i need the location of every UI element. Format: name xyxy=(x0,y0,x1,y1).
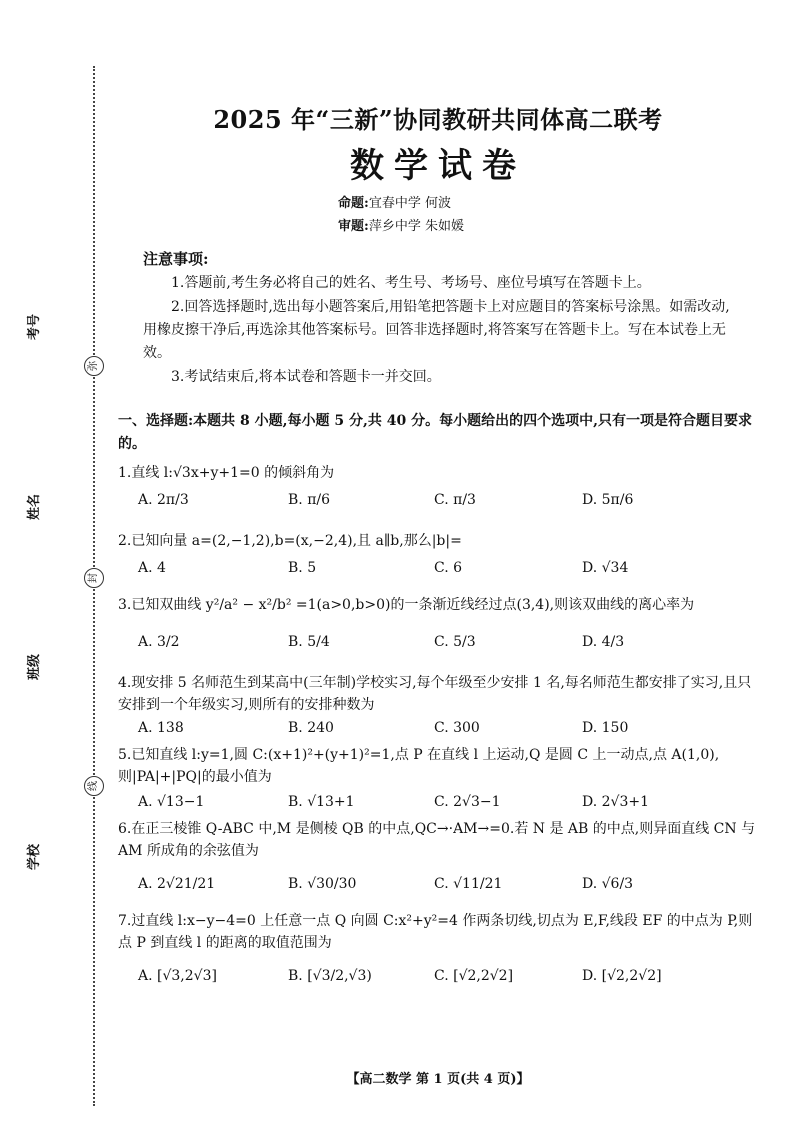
option[interactable]: C. 5/3 xyxy=(434,634,476,650)
option[interactable]: B. π/6 xyxy=(288,492,331,508)
section-heading: 一、选择题:本题共 8 小题,每小题 5 分,共 40 分。每小题给出的四个选项中,只有一项是符合题目要求的。 xyxy=(118,413,752,452)
option[interactable]: D. √34 xyxy=(582,560,629,576)
question-stem: 5.已知直线 l:y=1,圆 C:(x+1)²+(y+1)²=1,点 P 在直线 l 上运动,Q 是圆 C 上一动点,点 A(1,0),则|PA|+|PQ|的最小值为 xyxy=(118,747,720,785)
question-stem: 7.过直线 l:x−y−4=0 上任意一点 Q 向圆 C:x²+y²=4 作两条切线,切点为 E,F,线段 EF 的中点为 P,则点 P 到直线 l 的距离的取值范围为 xyxy=(118,913,753,951)
reviewer-line xyxy=(338,215,464,234)
option[interactable]: D. 2√3+1 xyxy=(582,794,649,810)
option[interactable]: B. [√3/2,√3) xyxy=(288,968,372,984)
binding-strip xyxy=(0,0,110,1132)
option[interactable]: D. [√2,2√2] xyxy=(582,968,662,984)
notice-item: 3.考试结束后,将本试卷和答题卡一并交回。 xyxy=(171,369,441,385)
option[interactable]: C. 6 xyxy=(434,560,463,576)
option[interactable]: A. 2π/3 xyxy=(138,492,189,508)
reviewer-value: 萍乡中学 朱如媛 xyxy=(368,219,464,234)
exam-subject-title: 数学试卷 xyxy=(350,146,526,186)
field-label: 考号 xyxy=(27,313,42,340)
notice-item: 1.答题前,考生务必将自己的姓名、考生号、考场号、座位号填写在答题卡上。 xyxy=(171,275,651,291)
option[interactable]: A. [√3,2√3] xyxy=(138,968,217,984)
option[interactable]: A. √13−1 xyxy=(138,794,205,810)
option[interactable]: A. 138 xyxy=(138,720,184,736)
option[interactable]: A. 2√21/21 xyxy=(138,876,216,892)
field-label: 班级 xyxy=(27,653,42,680)
option[interactable]: D. √6/3 xyxy=(582,876,634,892)
option[interactable]: C. [√2,2√2] xyxy=(434,968,514,984)
option[interactable]: B. 240 xyxy=(288,720,334,736)
author-line xyxy=(338,192,451,211)
option[interactable]: D. 5π/6 xyxy=(582,492,634,508)
field-exam-number[interactable] xyxy=(27,200,90,340)
option[interactable]: C. π/3 xyxy=(434,492,476,508)
option[interactable]: B. √30/30 xyxy=(288,876,357,892)
exam-title: 2025 年“三新”协同教研共同体高二联考 xyxy=(213,105,663,134)
field-label: 姓名 xyxy=(27,493,42,520)
seal-mi: 弥 xyxy=(84,356,104,376)
option[interactable]: A. 4 xyxy=(138,560,166,576)
field-label: 学校 xyxy=(27,843,42,870)
notice-heading: 注意事项: xyxy=(143,250,209,268)
question-stem: 1.直线 l:√3x+y+1=0 的倾斜角为 xyxy=(118,465,335,481)
option[interactable]: B. √13+1 xyxy=(288,794,355,810)
question-stem: 2.已知向量 a=(2,−1,2),b=(x,−2,4),且 a∥b,那么|b|= xyxy=(118,533,462,549)
page-footer: 【高二数学 第 1 页(共 4 页)】 xyxy=(346,1072,530,1087)
option[interactable]: B. 5/4 xyxy=(288,634,330,650)
seal-feng: 封 xyxy=(84,568,104,588)
field-name[interactable] xyxy=(27,380,90,520)
question-stem: 4.现安排 5 名师范生到某高中(三年制)学校实习,每个年级至少安排 1 名,每名师范生都安排了实习,且只安排到一个年级实习,则所有的安排种数为 xyxy=(118,675,752,713)
field-class[interactable] xyxy=(27,540,90,680)
question-stem: 3.已知双曲线 y²/a² − x²/b² =1(a>0,b>0)的一条渐近线经过点(3,4),则该双曲线的离心率为 xyxy=(118,597,695,613)
option[interactable]: A. 3/2 xyxy=(138,634,180,650)
author-label: 命题: xyxy=(338,196,369,211)
option[interactable]: B. 5 xyxy=(288,560,317,576)
author-value: 宜春中学 何波 xyxy=(368,196,451,211)
option[interactable]: D. 4/3 xyxy=(582,634,625,650)
reviewer-label: 审题: xyxy=(338,219,369,234)
question-stem: 6.在正三棱锥 Q-ABC 中,M 是侧棱 QB 的中点,QC→·AM→=0.若 N 是 AB 的中点,则异面直线 CN 与 AM 所成角的余弦值为 xyxy=(118,821,756,859)
field-school[interactable] xyxy=(27,730,90,870)
option[interactable]: C. 2√3−1 xyxy=(434,794,501,810)
option[interactable]: C. √11/21 xyxy=(434,876,503,892)
notice-item: 2.回答选择题时,选出每小题答案后,用铅笔把答题卡上对应题目的答案标号涂黑。如需改动,用橡皮擦干净后,再选涂其他答案标号。回答非选择题时,将答案写在答题卡上。写在本试卷上无效。 xyxy=(143,299,730,361)
option[interactable]: C. 300 xyxy=(434,720,480,736)
seal-xian: 线 xyxy=(84,776,104,796)
option[interactable]: D. 150 xyxy=(582,720,629,736)
